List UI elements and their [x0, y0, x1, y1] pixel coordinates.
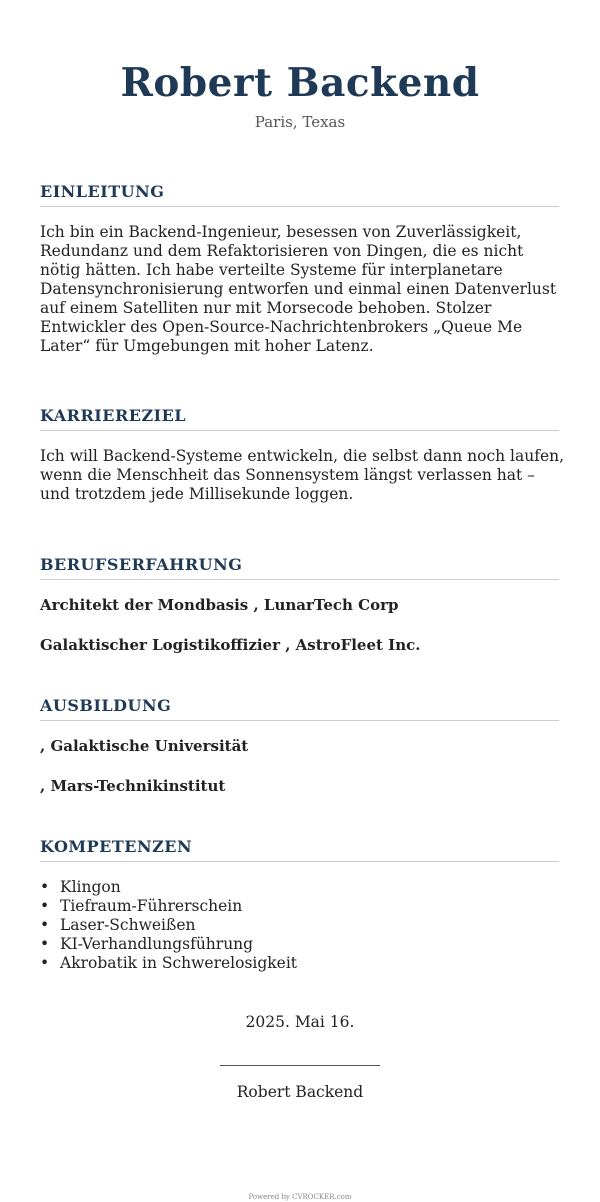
skills-list: [40, 878, 297, 973]
section-title-objective: KARRIEREZIEL: [40, 406, 187, 425]
objective-text: Ich will Backend-Systeme entwickeln, die selbst dann noch laufen, wenn die Menschheit das Sonnensystem längst verlassen hat – und trotzdem jede Millisekunde loggen.: [40, 447, 565, 503]
education-item: , Mars-Technikinstitut: [40, 777, 226, 795]
signature-name: Robert Backend: [236, 1083, 364, 1101]
intro-text: Ich bin ein Backend-Ingenieur, besessen von Zuverlässigkeit, Redundanz und dem Refaktorisieren von Dingen, die es nicht nötig hätten. Ich habe verteilte Systeme für interplanetare Datensynchronisierung entworfen und einmal einen Datenverlust auf einem Satelliten nur mit Morsecode behoben. Stolzer Entwickler des Open-Source-Nachrichtenbrokers „Queue Me Later“ für Umgebungen mit hoher Latenz.: [40, 223, 557, 355]
powered-by-link[interactable]: Powered by CVROCKER.com: [248, 1193, 352, 1201]
section-divider: [40, 206, 559, 207]
resume-location: Paris, Texas: [254, 113, 346, 131]
skill-item: • KI-Verhandlungsführung: [40, 935, 297, 954]
education-item: , Galaktische Universität: [40, 737, 249, 755]
section-title-skills: KOMPETENZEN: [40, 837, 193, 856]
section-divider: [40, 579, 559, 580]
resume-name: Robert Backend: [120, 60, 480, 106]
section-title-experience: BERUFSERFAHRUNG: [40, 555, 243, 574]
skill-item: • Akrobatik in Schwerelosigkeit: [40, 954, 297, 973]
experience-item: Architekt der Mondbasis , LunarTech Corp: [40, 596, 399, 614]
section-divider: [40, 861, 559, 862]
experience-item: Galaktischer Logistikoffizier , AstroFleet Inc.: [40, 636, 421, 654]
signature-line: [220, 1065, 380, 1066]
section-title-intro: EINLEITUNG: [40, 182, 165, 201]
skill-item: • Tiefraum-Führerschein: [40, 897, 297, 916]
section-divider: [40, 720, 559, 721]
skill-item: • Klingon: [40, 878, 297, 897]
document-date: 2025. Mai 16.: [245, 1013, 355, 1031]
skill-item: • Laser-Schweißen: [40, 916, 297, 935]
section-title-education: AUSBILDUNG: [40, 696, 172, 715]
section-divider: [40, 430, 559, 431]
